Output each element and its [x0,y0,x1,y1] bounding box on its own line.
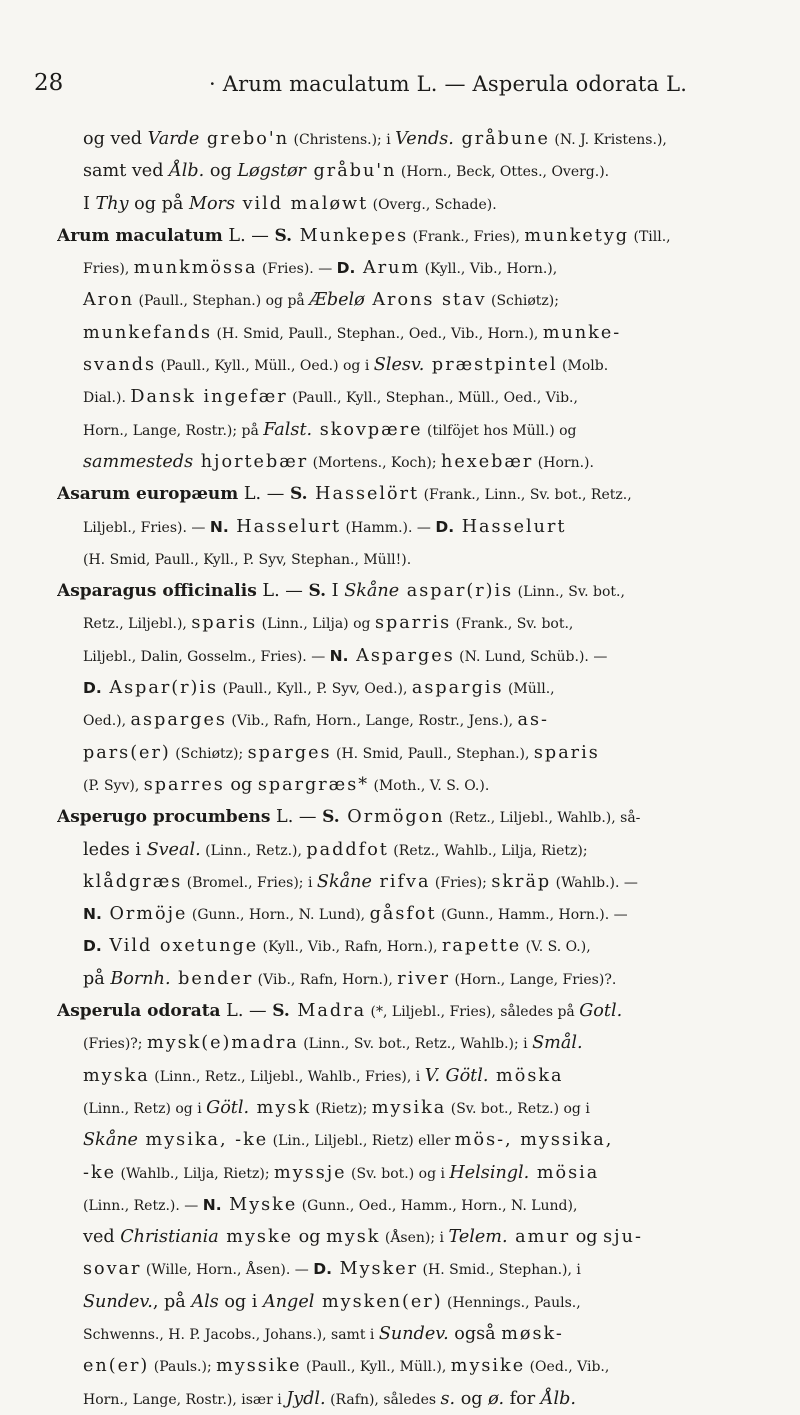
text-run: V. Götl. [424,1065,489,1086]
text-run: Vends. [395,129,454,149]
text-run: også [448,1323,502,1344]
text-run: Dial.). [83,390,131,407]
vernacular-name: rifva [371,871,431,892]
text-run: (Retz., Liljebl., Wahlb.), så- [444,810,641,827]
text-run: (Lin., Liljebl., Rietz) eller [268,1133,455,1150]
text-run: L. — [222,225,275,246]
vernacular-name: Arum [355,258,421,279]
vernacular-name: myssje [274,1162,347,1183]
text-line [57,478,775,510]
text-run: (Sv. bot., Retz.) og i [446,1100,590,1117]
page-number: 28 [34,70,64,96]
text-run: (Schiøtz); [486,293,559,310]
text-run: (Pauls.); [149,1359,217,1376]
text-run: Thy [95,193,129,214]
text-run: Helsingl. [449,1162,530,1183]
entry-heading: Asarum europæum [57,484,239,505]
text-line [57,1286,775,1318]
vernacular-name: rapette [442,936,522,957]
text-run: Angel [263,1291,315,1312]
text-run: Ålb. [540,1388,576,1409]
vernacular-name: Hasselurt [454,516,567,537]
text-line [57,607,775,639]
text-run: Falst. [263,419,313,440]
entry-heading: Asperugo procumbens [57,807,271,828]
entry-heading: Arum maculatum [57,225,223,246]
text-line [57,963,775,995]
text-run: D. [435,517,455,536]
vernacular-name: sparis [533,742,600,763]
text-line [57,317,775,349]
text-run: Skåne [344,581,400,602]
vernacular-name: myska [83,1065,150,1086]
entry-heading: S. [322,807,340,828]
text-run: og på [128,193,189,214]
text-line [57,704,775,736]
text-run: Skåne [316,871,372,892]
text-run: (Linn., Sv. bot., Retz., Wahlb.); i [298,1036,533,1053]
text-run: Varde [147,129,200,149]
vernacular-name: Hasselurt [228,516,342,537]
text-line [57,1189,775,1221]
text-run: D. [83,937,102,956]
text-run: og [204,161,238,182]
vernacular-name: mysika, -ke [137,1130,269,1151]
text-run: Smål. [532,1033,583,1054]
text-run: Sundev. [378,1323,449,1344]
text-line [57,188,775,220]
text-run: og [570,1227,604,1248]
vernacular-name: Dansk ingefær [130,387,288,408]
vernacular-name: aspar(r)is [399,581,514,602]
vernacular-name: gåsfot [369,904,437,925]
text-run: ledes i [83,839,147,860]
text-run: (P. Syv), [83,777,144,794]
text-run: Schwenns., H. P. Jacobs., Johans.), samt i [83,1326,379,1343]
text-run: (Vib., Rafn, Horn.), [253,971,398,988]
vernacular-name: Ormögon [339,807,445,828]
text-run: Fries), [83,261,134,278]
vernacular-name: vild maløwt [235,193,369,214]
text-run: og [455,1388,489,1409]
text-run: for [504,1388,541,1409]
text-line [57,284,775,316]
vernacular-name: mysika [371,1097,447,1118]
text-run: L. — [256,581,309,602]
text-run: L. — [220,1001,273,1022]
vernacular-name: amur [507,1227,571,1248]
text-run: (Mortens., Koch); [308,454,442,471]
vernacular-name: mysken(er) [314,1291,443,1312]
vernacular-name: munke- [542,322,622,343]
text-run: N. [83,905,102,924]
text-line [57,1221,775,1253]
text-run: (Linn., Retz.), [200,842,307,859]
text-run: (Linn., Retz., Liljebl., Wahlb., Fries), i [149,1068,425,1085]
text-line [57,414,775,446]
text-run: (Fries); [430,874,492,891]
text-line [57,575,775,607]
text-line [57,123,775,155]
text-run: (Åsen); i [380,1230,449,1247]
text-run: (Kyll., Vib., Horn.), [420,261,558,278]
vernacular-name: Aron [83,290,135,311]
vernacular-name: mysk [249,1097,311,1118]
text-run: Slesv. [373,355,425,376]
text-run: Ålb. [169,161,205,182]
text-run: (Kyll., Vib., Rafn, Horn.), [258,939,443,956]
text-line [57,1318,775,1350]
text-run: (Rafn), således [325,1391,441,1408]
vernacular-name: mös-, myssika, [454,1130,614,1151]
vernacular-name: bender [170,968,254,989]
text-run: Jydl. [286,1388,326,1409]
text-line [57,672,775,704]
text-run: (Horn., Lange, Fries)?. [450,971,617,988]
text-run: Als [191,1291,219,1312]
text-run: (Wille, Horn., Åsen). — [141,1262,314,1279]
text-run: (Gunn., Oed., Hamm., Horn., N. Lund), [297,1197,578,1214]
text-run: N. [202,1195,222,1214]
vernacular-name: asparges [130,710,227,731]
text-run: Mors [188,193,235,214]
text-run: på [83,968,111,989]
text-run: og ved [83,129,148,149]
text-line [57,1060,775,1092]
vernacular-name: Vild oxetunge [101,936,259,957]
text-run: og i [218,1291,264,1312]
text-run: Løgstør [237,161,306,182]
text-run: (Oed., Vib., [525,1359,610,1376]
text-run: (Frank., Sv. bot., [451,616,574,633]
vernacular-name: skovpære [312,419,423,440]
text-line [57,801,775,833]
entry-heading: Asparagus officinalis [57,581,257,602]
text-run: Sundev. [83,1291,153,1312]
entry-heading: S. [274,225,293,246]
text-run: (Frank., Linn., Sv. bot., Retz., [419,487,632,504]
vernacular-name: grebo'n [199,129,290,149]
text-run: (*, Liljebl., Fries), således på [366,1004,580,1021]
vernacular-name: sparis [191,613,258,634]
text-run: (Frank., Fries), [408,228,525,245]
text-run: Bornh. [110,968,171,989]
text-run: (Bromel., Fries); i [182,874,317,891]
vernacular-name: Mysker [332,1259,419,1280]
text-run: sammesteds [83,451,194,472]
text-line [57,349,775,381]
vernacular-name: myssike [216,1356,302,1377]
text-run: (Moth., V. S. O.). [369,777,490,794]
text-run: (Till., [629,228,671,245]
vernacular-name: Munkepes [292,225,409,246]
vernacular-name: sparres [143,774,225,795]
text-run: (Wahlb.). — [551,874,638,891]
text-run: N. [329,646,349,665]
entry-heading: S. [272,1001,290,1022]
text-run: (Linn., Retz) og i [83,1100,207,1117]
text-run: N. [209,517,229,536]
text-line [57,1157,775,1189]
text-run: (Rietz); [310,1100,372,1117]
text-run: (H. Smid., Stephan.), i [418,1262,581,1279]
text-line [57,1092,775,1124]
vernacular-name: munketyg [524,225,630,246]
text-run: (Müll., [503,681,555,698]
text-run: (Linn., Retz.). — [83,1197,203,1214]
vernacular-name: skräp [491,871,552,892]
text-line [57,252,775,284]
text-line [57,543,775,575]
vernacular-name: præstpintel [424,355,558,376]
text-run: (Retz., Wahlb., Lilja, Rietz); [388,842,588,859]
text-run: (N. J. Kristens.), [549,132,667,148]
text-run: (Molb. [557,358,609,375]
vernacular-name: Asparges [348,645,455,666]
page-header [34,70,774,100]
vernacular-name: mösia [529,1162,600,1183]
text-run: (Wahlb., Lilja, Rietz); [116,1165,275,1182]
text-run: Gotl. [579,1001,623,1022]
text-line [57,511,775,543]
vernacular-name: sparris [374,613,452,634]
vernacular-name: Hasselört [307,484,420,505]
text-run: Telem. [448,1227,508,1248]
text-line [57,155,775,187]
text-run: (Hennings., Pauls., [442,1294,581,1311]
text-run: (Sv. bot.) og i [346,1165,450,1182]
text-run: (N. Lund, Schüb.). — [454,648,608,665]
text-run: (Overg., Schade). [368,196,497,213]
text-line [57,1383,775,1415]
vernacular-name: sparges [247,742,332,763]
text-line [57,1027,775,1059]
vernacular-name: sju- [603,1227,643,1248]
vernacular-name: mysk [326,1227,381,1248]
text-line [57,898,775,930]
text-run: (Horn.). [533,454,594,471]
text-run: L. — [270,807,323,828]
entry-heading: S. [289,484,308,505]
text-run: (Christens.); i [289,132,396,148]
text-run: (Gunn., Horn., N. Lund), [187,907,370,924]
vernacular-name: river [397,968,451,989]
vernacular-name: mysike [450,1356,526,1377]
text-run: Götl. [206,1097,250,1118]
text-run: Christiania [120,1227,219,1248]
text-run: ø. [488,1388,505,1409]
vernacular-name: Aspar(r)is [101,678,219,699]
vernacular-name: gråbu'n [305,161,397,182]
text-run: Skåne [83,1130,138,1151]
vernacular-name: -ke [83,1162,117,1183]
text-run: Retz., Liljebl.), [83,616,192,633]
text-run: Horn., Lange, Rostr.); på [83,422,264,439]
text-run: og [224,774,258,795]
text-run: (Horn., Beck, Ottes., Overg.). [396,164,610,181]
text-run: (Fries)?; [83,1036,147,1053]
text-run: (Hamm.). — [341,519,436,536]
text-line [57,1253,775,1285]
text-run: , på [152,1291,192,1312]
text-run: (Paull., Kyll., Müll., Oed.) og i [156,358,374,375]
vernacular-name: munkmössa [133,258,258,279]
text-run: (Schiøtz); [170,745,248,762]
text-run: Horn., Lange, Rostr.), især i [83,1391,287,1408]
text-run: L. — [238,484,290,505]
body-text [57,123,775,1415]
text-run: (Linn., Sv. bot., [513,584,625,601]
vernacular-name: munkefands [83,322,213,343]
vernacular-name: gråbune [453,129,550,149]
text-run: (Paull., Kyll., Stephan., Müll., Oed., Vib., [287,390,578,407]
text-run: (H. Smid, Paull., Kyll., P. Syv, Stephan., Müll!). [83,551,412,568]
vernacular-name: klådgræs [83,871,183,892]
entry-heading: Asperula odorata [57,1001,221,1022]
text-line [57,769,775,801]
text-run: (Linn., Lilja) og [257,616,375,633]
vernacular-name: sovar [83,1259,142,1280]
text-line [57,446,775,478]
running-head: · Arum maculatum L. — Asperula odorata L. [209,72,688,96]
text-line [57,381,775,413]
text-run: Liljebl., Dalin, Gosselm., Fries). — [83,648,330,665]
text-run: (H. Smid, Paull., Stephan.), [331,745,534,762]
text-run: (Gunn., Hamm., Horn.). — [436,907,628,924]
vernacular-name: hjortebær [193,451,309,472]
text-run: Liljebl., Fries). — [83,519,210,536]
text-run: D. [336,259,356,278]
vernacular-name: Arons stav [364,290,487,311]
text-run: (V. S. O.), [521,939,591,956]
text-line [57,866,775,898]
vernacular-name: Myske [221,1194,298,1215]
vernacular-name: aspargis [411,678,504,699]
text-run: (H. Smid, Paull., Stephan., Oed., Vib., Horn.), [212,325,543,342]
text-run: Sveal. [146,839,201,860]
text-run: I [326,581,345,602]
text-line [57,834,775,866]
text-run: Æbelø [309,290,365,311]
vernacular-name: as- [517,710,549,731]
vernacular-name: en(er) [83,1356,150,1377]
vernacular-name: paddfot [306,839,389,860]
text-run: (Vib., Rafn, Horn., Lange, Rostr., Jens.), [226,713,518,730]
entry-heading: S. [308,581,327,602]
text-line [57,930,775,962]
vernacular-name: Ormöje [101,904,188,925]
text-line [57,1350,775,1382]
text-line [57,220,775,252]
text-line [57,995,775,1027]
vernacular-name: Madra [289,1001,367,1022]
text-run: D. [83,679,102,698]
vernacular-name: myske [218,1227,294,1248]
vernacular-name: spargræs* [257,774,370,795]
vernacular-name: möska [488,1065,564,1086]
text-run: (Paull., Kyll., Müll.), [301,1359,451,1376]
text-run: D. [313,1260,333,1279]
text-run: samt ved [83,161,170,182]
text-run: (tilföjet hos Müll.) og [422,422,577,439]
vernacular-name: svands [83,355,157,376]
vernacular-name: hexebær [441,451,534,472]
text-run: (Paull., Kyll., P. Syv, Oed.), [218,681,412,698]
text-run: Oed.), [83,713,131,730]
text-run: (Paull., Stephan.) og på [134,293,310,310]
text-line [57,640,775,672]
vernacular-name: møsk- [501,1323,564,1344]
text-run: ved [83,1227,121,1248]
text-run: og [293,1227,327,1248]
text-run: I [83,193,96,214]
text-run: s. [440,1388,456,1409]
vernacular-name: pars(er) [83,742,171,763]
text-line [57,737,775,769]
text-line [57,1124,775,1156]
text-run: (Fries). — [257,261,337,278]
vernacular-name: mysk(e)madra [146,1033,299,1054]
